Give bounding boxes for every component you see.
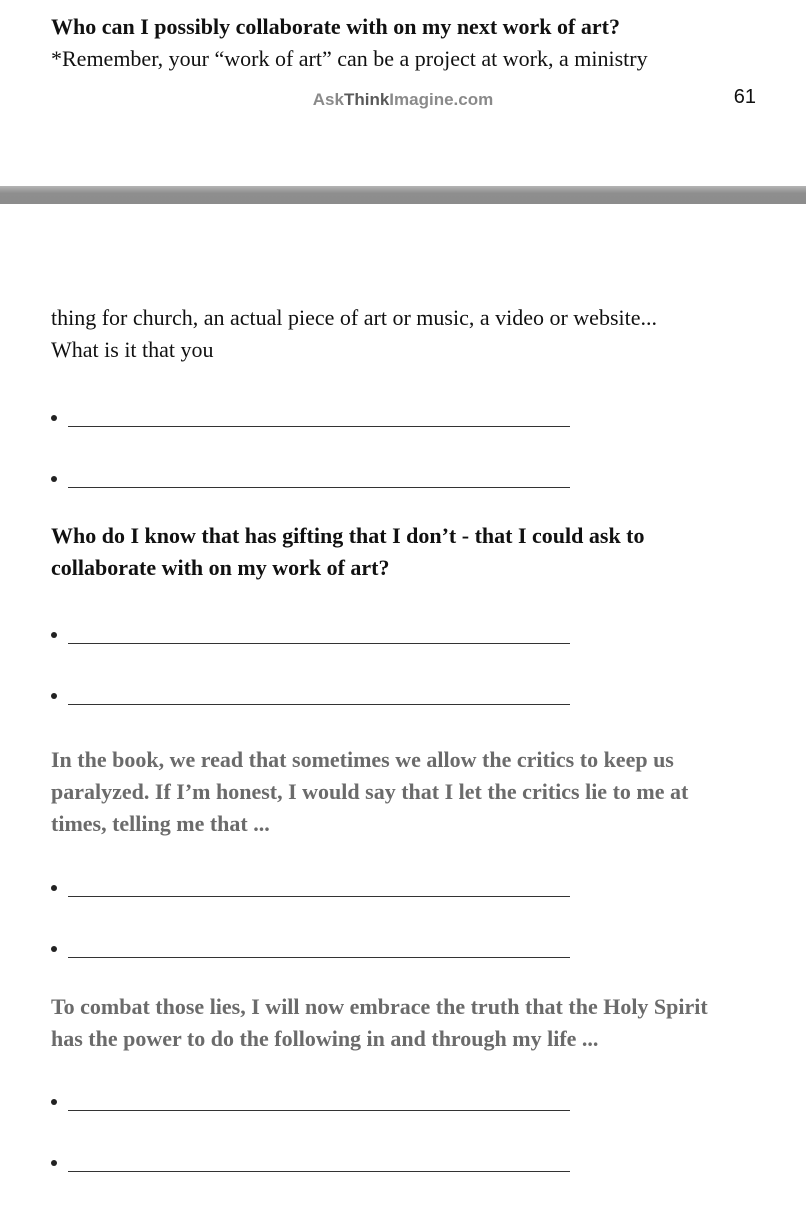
answer-blank[interactable] [51, 1153, 571, 1173]
bullet-icon [51, 476, 57, 482]
bullet-icon [51, 1160, 57, 1166]
gifting-question-line2: collaborate with on my work of art? [51, 555, 390, 580]
answer-line [68, 426, 570, 427]
answer-line [68, 487, 570, 488]
answer-blank[interactable] [51, 1092, 571, 1112]
note-continued-line1: thing for church, an actual piece of art or music, a video or website... [51, 305, 657, 330]
bullet-icon [51, 693, 57, 699]
answer-blank[interactable] [51, 408, 571, 428]
answer-line [68, 643, 570, 644]
remember-note: *Remember, your “work of art” can be a project at work, a ministry [51, 46, 648, 71]
brand-imagine: Imagine.com [389, 90, 494, 109]
truth-prompt-line2: has the power to do the following in and through my life ... [51, 1026, 599, 1051]
answer-line [68, 704, 570, 705]
answer-line [68, 957, 570, 958]
brand-ask: Ask [312, 90, 344, 109]
answer-blank[interactable] [51, 939, 571, 959]
answer-blank[interactable] [51, 469, 571, 489]
bullet-icon [51, 415, 57, 421]
truth-prompt-line1: To combat those lies, I will now embrace the truth that the Holy Spirit [51, 994, 708, 1019]
answer-blank[interactable] [51, 878, 571, 898]
critics-prompt-line2: paralyzed. If I’m honest, I would say that I let the critics lie to me at [51, 779, 689, 804]
page-divider [0, 186, 806, 204]
gifting-question-line1: Who do I know that has gifting that I don’t - that I could ask to [51, 523, 645, 548]
bullet-icon [51, 1099, 57, 1105]
note-continued-line2: What is it that you [51, 337, 214, 362]
answer-blank[interactable] [51, 686, 571, 706]
collaborate-question: Who can I possibly collaborate with on my next work of art? [51, 14, 620, 39]
critics-prompt-line3: times, telling me that ... [51, 811, 270, 836]
bullet-icon [51, 946, 57, 952]
answer-blank[interactable] [51, 625, 571, 645]
page-number: 61 [733, 86, 756, 108]
answer-line [68, 1110, 570, 1111]
footer-brand [0, 90, 806, 110]
previous-page-bottom [0, 0, 806, 186]
bullet-icon [51, 885, 57, 891]
answer-line [68, 1171, 570, 1172]
brand-think: Think [343, 90, 390, 109]
critics-prompt-line1: In the book, we read that sometimes we allow the critics to keep us [51, 747, 674, 772]
answer-line [68, 896, 570, 897]
bullet-icon [51, 632, 57, 638]
